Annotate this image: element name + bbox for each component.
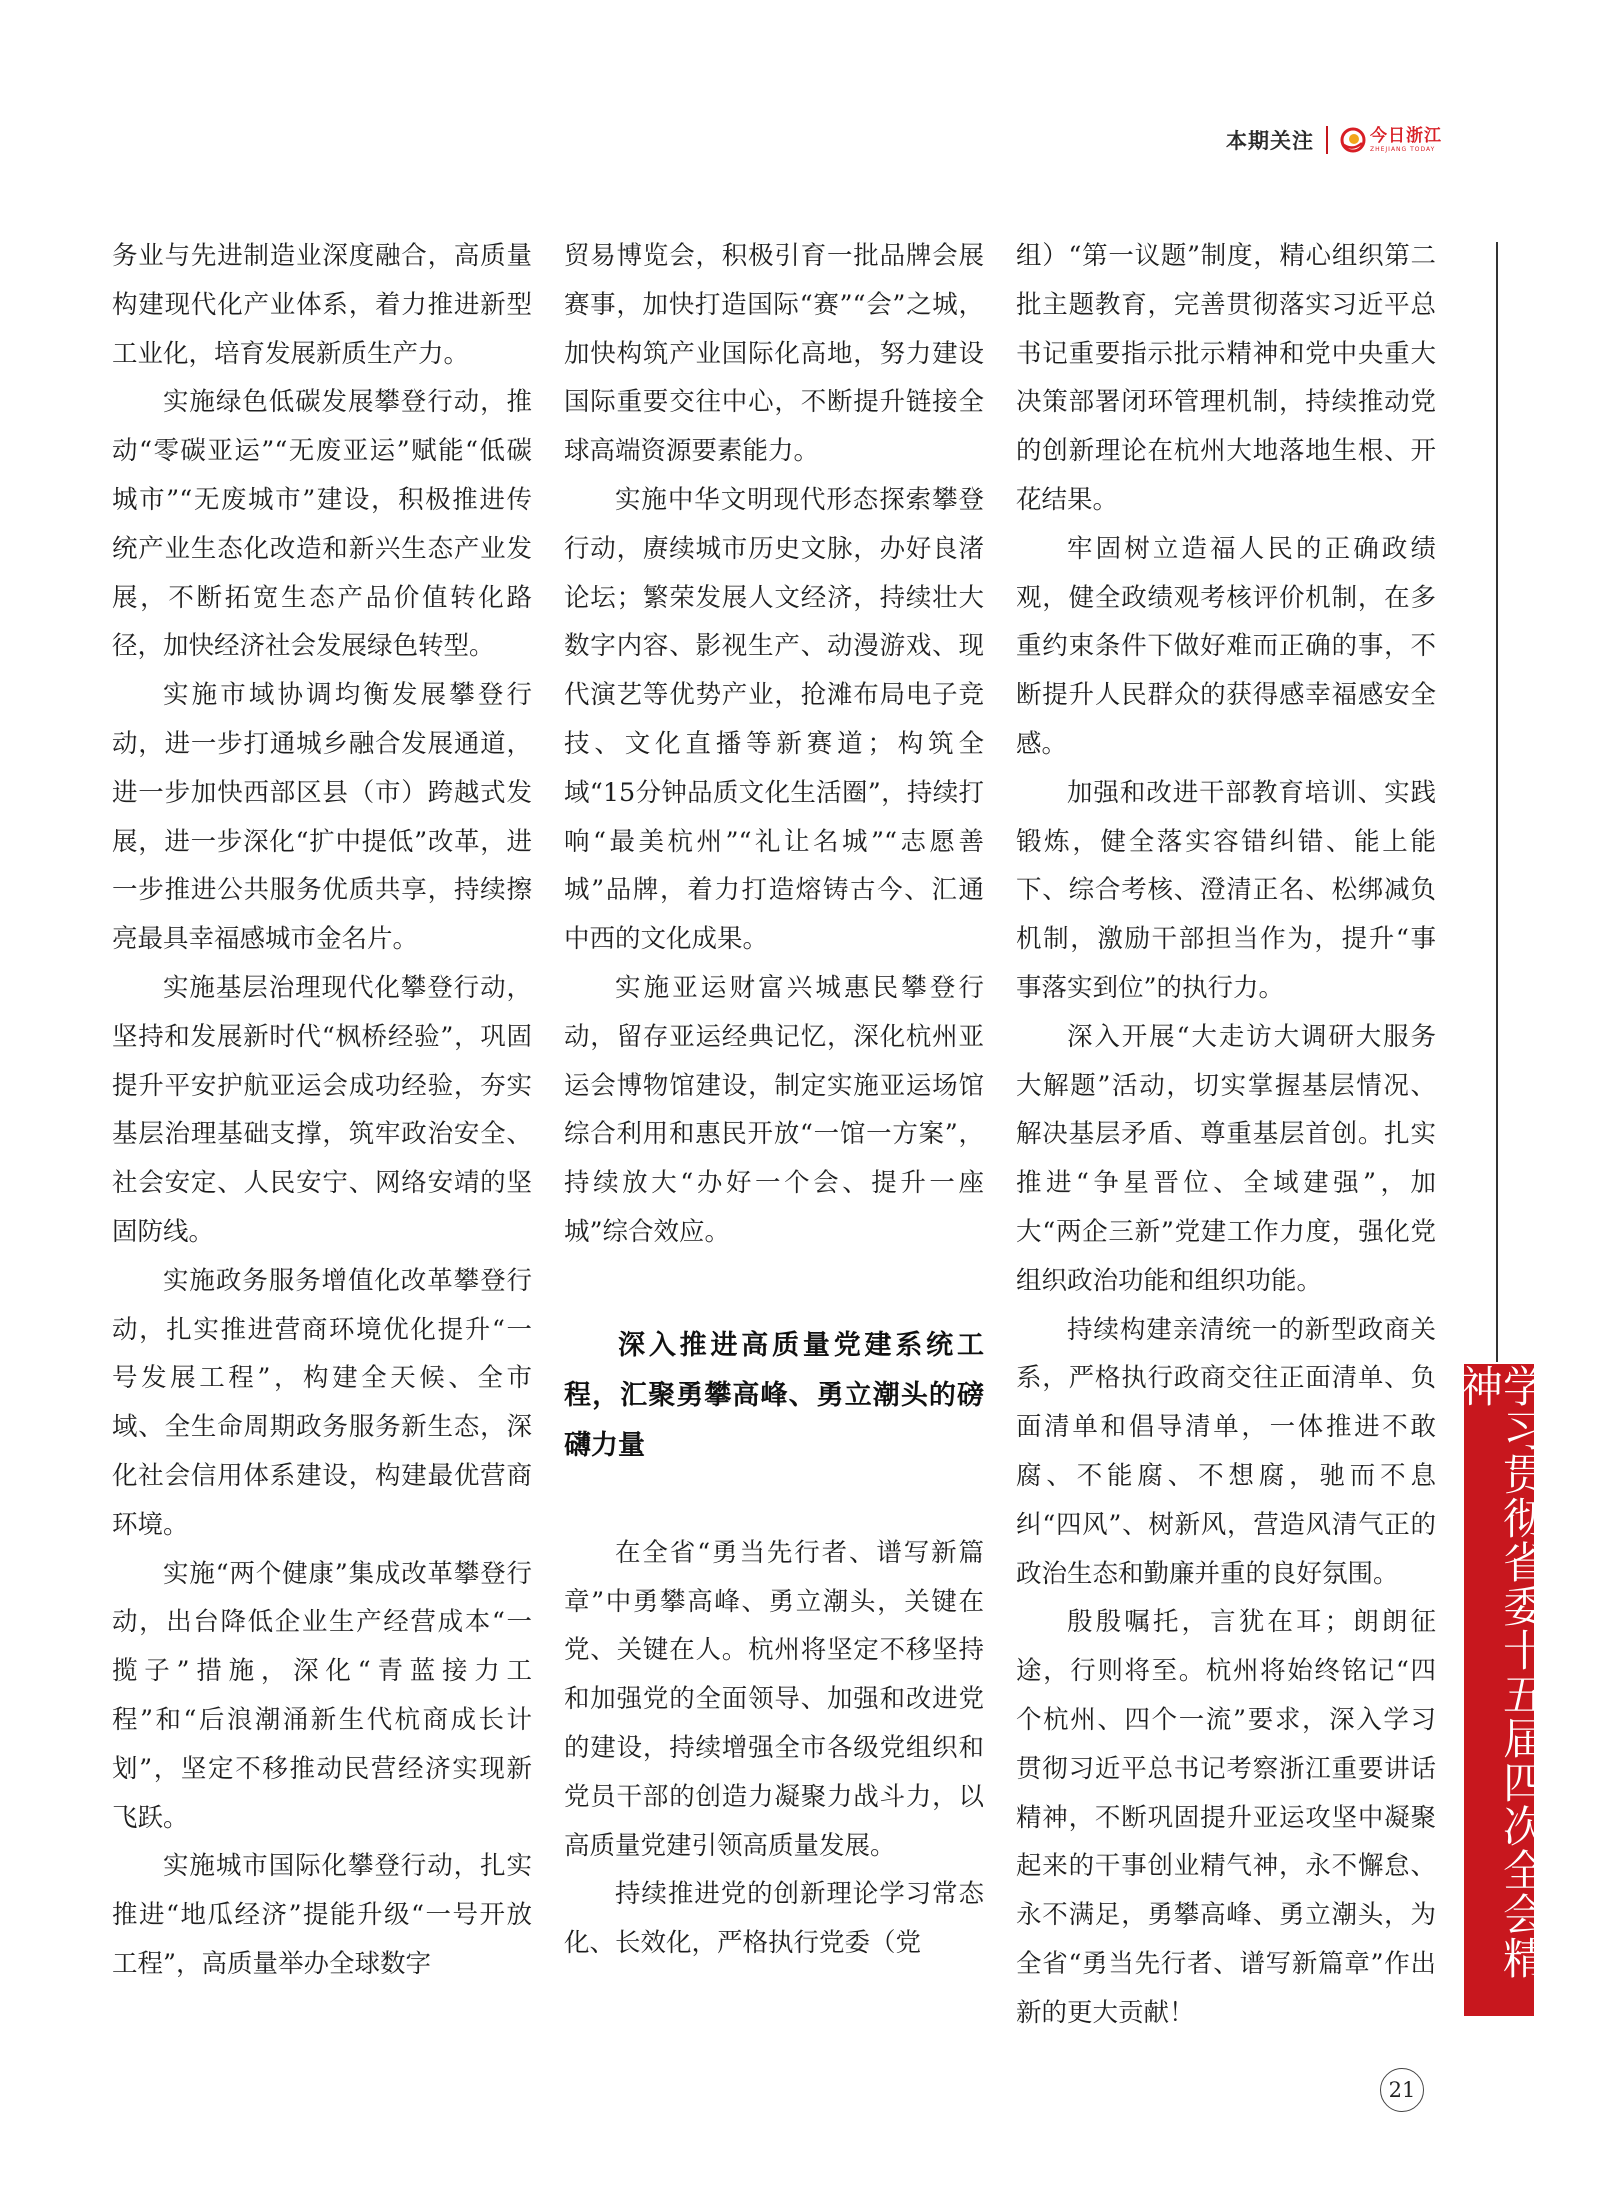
article-body — [112, 232, 1452, 2032]
paragraph: 深入开展“大走访大调研大服务大解题”活动，切实掌握基层情况、解决基层矛盾、尊重基层首创。扎实推进“争星晋位、全域建强”，加大“两企三新”党建工作力度，强化党组织政治功能和组织功能。 — [1016, 1021, 1436, 1296]
sun-logo-icon — [1340, 127, 1366, 153]
paragraph: 持续推进党的创新理论学习常态化、长效化，严格执行党委（党 — [564, 1879, 984, 1959]
paragraph: 持续构建亲清统一的新型政商关系，严格执行政商交往正面清单、负面清单和倡导清单，一体推进不敢腐、不能腐、不想腐，驰而不息纠“四风”、树新风，营造风清气正的政治生态和勤廉并重的良好氛围。 — [1016, 1314, 1436, 1589]
section-label: 本期关注 — [1226, 129, 1314, 153]
paragraph: 实施“两个健康”集成改革攀登行动，出台降低企业生产经营成本“一揽子”措施，深化“青蓝接力工程”和“后浪潮涌新生代杭商成长计划”，坚定不移推动民营经济实现新飞跃。 — [112, 1558, 532, 1833]
column-1 — [112, 232, 532, 1989]
paragraph: 实施基层治理现代化攀登行动，坚持和发展新时代“枫桥经验”，巩固提升平安护航亚运会成功经验，夯实基层治理基础支撑，筑牢政治安全、社会安定、人民安宁、网络安靖的坚固防线。 — [112, 972, 532, 1247]
column-3 — [1016, 232, 1436, 2037]
page-header — [1226, 120, 1442, 160]
magazine-logo — [1340, 127, 1442, 153]
logo-chinese: 今日浙江 — [1370, 125, 1442, 146]
paragraph: 实施城市国际化攀登行动，扎实推进“地瓜经济”提能升级“一号开放工程”，高质量举办全球数字 — [112, 1851, 532, 1979]
section-heading: 深入推进高质量党建系统工程，汇聚勇攀高峰、勇立潮头的磅礴力量 — [564, 1329, 984, 1461]
header-divider — [1326, 126, 1328, 154]
section-banner — [1453, 1364, 1546, 2016]
paragraph: 加强和改进干部教育培训、实践锻炼，健全落实容错纠错、能上能下、综合考核、澄清正名、松绑减负机制，激励干部担当作为，提升“事事落实到位”的执行力。 — [1016, 777, 1436, 1003]
paragraph: 贸易博览会，积极引育一批品牌会展赛事，加快打造国际“赛”“会”之城，加快构筑产业国际化高地，努力建设国际重要交往中心，不断提升链接全球高端资源要素能力。 — [564, 241, 984, 467]
paragraph: 殷殷嘱托，言犹在耳；朗朗征途，行则将至。杭州将始终铭记“四个杭州、四个一流”要求，深入学习贯彻习近平总书记考察浙江重要讲话精神，不断巩固提升亚运攻坚中凝聚起来的干事创业精气神，永不懈怠、永不满足，勇攀高峰、勇立潮头，为全省“勇当先行者、谱写新篇章”作出新的更大贡献！ — [1016, 1607, 1436, 2028]
logo-english: ZHEJIANG TODAY — [1370, 145, 1436, 153]
paragraph: 务业与先进制造业深度融合，高质量构建现代化产业体系，着力推进新型工业化，培育发展新质生产力。 — [112, 241, 532, 369]
paragraph: 牢固树立造福人民的正确政绩观，健全政绩观考核评价机制，在多重约束条件下做好难而正确的事，不断提升人民群众的获得感幸福感安全感。 — [1016, 533, 1436, 759]
page-number: 21 — [1380, 2068, 1424, 2112]
paragraph: 实施亚运财富兴城惠民攀登行动，留存亚运经典记忆，深化杭州亚运会博物馆建设，制定实施亚运场馆综合利用和惠民开放“一馆一方案”，持续放大“办好一个会、提升一座城”综合效应。 — [564, 972, 984, 1247]
logo-text — [1370, 125, 1442, 153]
margin-rule — [1496, 242, 1498, 1362]
paragraph: 实施中华文明现代形态探索攀登行动，赓续城市历史文脉，办好良渚论坛；繁荣发展人文经济，持续壮大数字内容、影视生产、动漫游戏、现代演艺等优势产业，抢滩布局电子竞技、文化直播等新赛道；构筑全域“15分钟品质文化生活圈”，持续打响“最美杭州”“礼让名城”“志愿善城”品牌，着力打造熔铸古今、汇通中西的文化成果。 — [564, 484, 984, 955]
paragraph: 组）“第一议题”制度，精心组织第二批主题教育，完善贯彻落实习近平总书记重要指示批示精神和党中央重大决策部署闭环管理机制，持续推动党的创新理论在杭州大地落地生根、开花结果。 — [1016, 241, 1436, 515]
banner-text: 学习贯彻省委十五届四次全会精神 — [1453, 1364, 1546, 1980]
paragraph: 在全省“勇当先行者、谱写新篇章”中勇攀高峰、勇立潮头，关键在党、关键在人。杭州将坚定不移坚持和加强党的全面领导、加强和改进党的建设，持续增强全市各级党组织和党员干部的创造力凝聚力战斗力，以高质量党建引领高质量发展。 — [564, 1537, 984, 1861]
column-2 — [564, 232, 984, 1968]
paragraph: 实施市域协调均衡发展攀登行动，进一步打通城乡融合发展通道，进一步加快西部区县（市）跨越式发展，进一步深化“扩中提低”改革，进一步推进公共服务优质共享，持续擦亮最具幸福感城市金名片。 — [112, 680, 532, 955]
paragraph: 实施绿色低碳发展攀登行动，推动“零碳亚运”“无废亚运”赋能“低碳城市”“无废城市”建设，积极推进传统产业生态化改造和新兴生态产业发展，不断拓宽生态产品价值转化路径，加快经济社会发展绿色转型。 — [112, 387, 532, 662]
paragraph: 实施政务服务增值化改革攀登行动，扎实推进营商环境优化提升“一号发展工程”，构建全天候、全市域、全生命周期政务服务新生态，深化社会信用体系建设，构建最优营商环境。 — [112, 1265, 532, 1540]
